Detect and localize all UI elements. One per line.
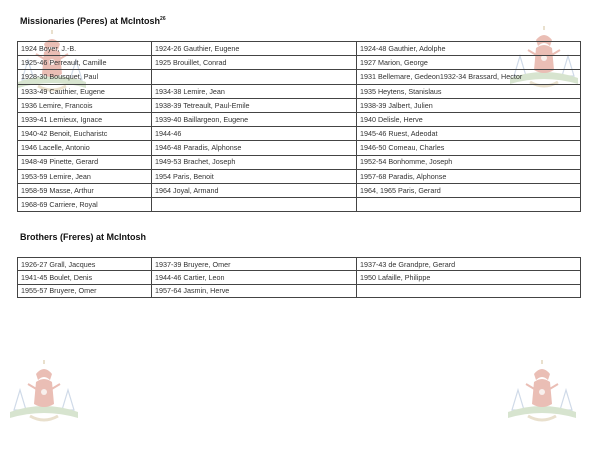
- table-cell: [152, 198, 357, 212]
- table-cell: 1941-45 Boulet, Denis: [18, 271, 152, 284]
- table-cell: 1938-39 Jalbert, Julien: [357, 98, 581, 112]
- table-row: [18, 112, 581, 126]
- table-cell: 1944-46 Cartier, Leon: [152, 271, 357, 284]
- footnote-marker: 26: [160, 16, 166, 22]
- table-cell: 1950 Lafaille, Philippe: [357, 271, 581, 284]
- table-cell: [152, 70, 357, 84]
- table-cell: 1948-49 Pinette, Gerard: [18, 155, 152, 169]
- table-cell: 1925-46 Perreault, Camille: [18, 56, 152, 70]
- table-cell: 1926-27 Grall, Jacques: [18, 258, 152, 271]
- table-cell: 1924-26 Gauthier, Eugene: [152, 42, 357, 56]
- missionaries-table-body: [18, 42, 581, 212]
- table-cell: 1936 Lemire, Francois: [18, 98, 152, 112]
- table-cell: 1935 Heytens, Stanislaus: [357, 84, 581, 98]
- table-cell: 1946-48 Paradis, Alphonse: [152, 141, 357, 155]
- table-row: [18, 141, 581, 155]
- table-row: [18, 258, 581, 271]
- table-row: [18, 183, 581, 197]
- table-row: [18, 56, 581, 70]
- table-cell: 1924-48 Gauthier, Adolphe: [357, 42, 581, 56]
- table-row: [18, 70, 581, 84]
- oblate-emblem-icon: [6, 360, 82, 428]
- table-cell: 1955-57 Bruyere, Omer: [18, 284, 152, 297]
- table-cell: 1964, 1965 Paris, Gerard: [357, 183, 581, 197]
- table-cell: 1940 Delisle, Herve: [357, 112, 581, 126]
- table-row: [18, 155, 581, 169]
- table-row: [18, 98, 581, 112]
- table-cell: 1925 Brouillet, Conrad: [152, 56, 357, 70]
- table-cell: [357, 284, 581, 297]
- missionaries-heading: [20, 16, 166, 26]
- table-cell: [357, 198, 581, 212]
- table-cell: 1945-46 Ruest, Adeodat: [357, 127, 581, 141]
- table-row: [18, 84, 581, 98]
- table-cell: 1939-41 Lemieux, Ignace: [18, 112, 152, 126]
- table-cell: 1946-50 Comeau, Charles: [357, 141, 581, 155]
- table-cell: 1958-59 Masse, Arthur: [18, 183, 152, 197]
- brothers-table: [17, 257, 581, 298]
- brothers-title: Brothers (Freres) at McIntosh: [20, 232, 147, 242]
- missionaries-title: Missionaries (Peres) at McIntosh: [20, 16, 161, 26]
- table-cell: 1937-43 de Grandpre, Gerard: [357, 258, 581, 271]
- table-row: [18, 42, 581, 56]
- table-cell: 1944-46: [152, 127, 357, 141]
- missionaries-table: [17, 41, 581, 212]
- table-cell: 1939-40 Baillargeon, Eugene: [152, 112, 357, 126]
- table-row: [18, 271, 581, 284]
- brothers-heading: [20, 232, 146, 242]
- table-cell: 1964 Joyal, Armand: [152, 183, 357, 197]
- table-cell: 1931 Bellemare, Gedeon1932-34 Brassard, Hector: [357, 70, 581, 84]
- brothers-table-body: [18, 258, 581, 298]
- table-cell: 1949-53 Brachet, Joseph: [152, 155, 357, 169]
- table-cell: 1924 Boyer, J.-B.: [18, 42, 152, 56]
- table-cell: 1933-49 Cauthier, Eugene: [18, 84, 152, 98]
- table-cell: 1946 Lacelle, Antonio: [18, 141, 152, 155]
- table-cell: 1937-39 Bruyere, Omer: [152, 258, 357, 271]
- table-cell: 1953-59 Lemire, Jean: [18, 169, 152, 183]
- table-cell: 1940-42 Benoit, Eucharistc: [18, 127, 152, 141]
- table-cell: 1934-38 Lemire, Jean: [152, 84, 357, 98]
- table-row: [18, 284, 581, 297]
- table-row: [18, 127, 581, 141]
- oblate-emblem-icon: [504, 360, 580, 428]
- table-cell: 1954 Paris, Benoit: [152, 169, 357, 183]
- table-cell: 1927 Marion, George: [357, 56, 581, 70]
- table-cell: 1957-68 Paradis, Alphonse: [357, 169, 581, 183]
- table-cell: 1952-54 Bonhomme, Joseph: [357, 155, 581, 169]
- table-cell: 1928-30 Bousquet, Paul: [18, 70, 152, 84]
- table-cell: 1938-39 Tetreault, Paul-Emile: [152, 98, 357, 112]
- table-row: [18, 198, 581, 212]
- table-cell: 1968-69 Carriere, Royal: [18, 198, 152, 212]
- table-row: [18, 169, 581, 183]
- table-cell: 1957-64 Jasmin, Herve: [152, 284, 357, 297]
